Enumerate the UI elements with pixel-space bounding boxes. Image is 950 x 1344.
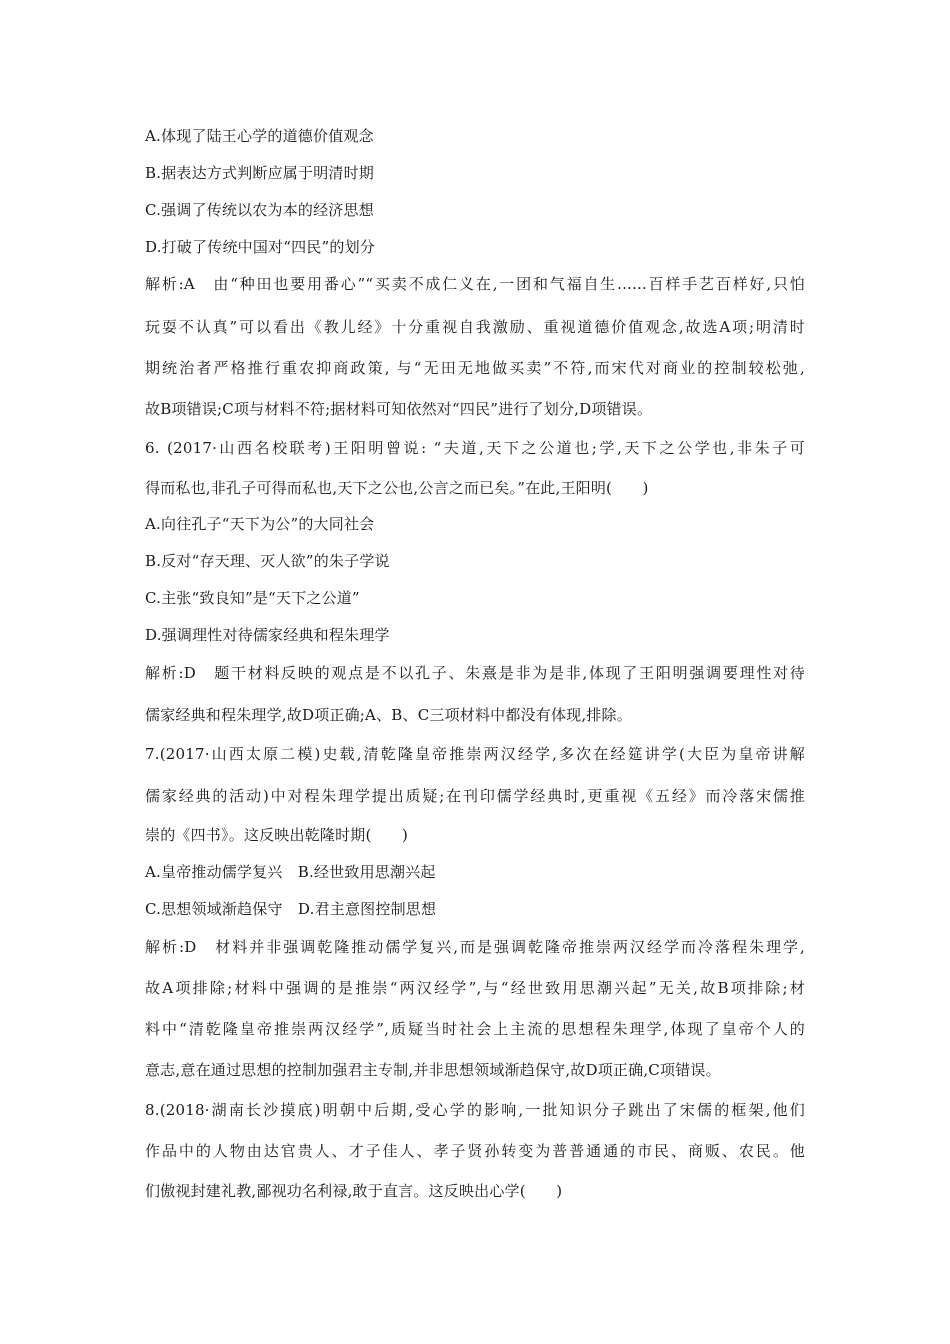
question-7-options-ab: A.皇帝推动儒学复兴 B.经世致用思潮兴起: [145, 863, 436, 881]
question-7-line-2: 儒家经典的活动)中对程朱理学提出质疑;在刊印儒学经典时,更重视《五经》而冷落宋儒推: [145, 787, 805, 805]
analysis-7-line-3: 料中“清乾隆皇帝推崇两汉经学”,质疑当时社会上主流的思想程朱理学,体现了皇帝个人的: [145, 1020, 805, 1038]
question-6-option-c: C.主张“致良知”是“天下之公道”: [145, 589, 360, 607]
question-6-option-d: D.强调理性对待儒家经典和程朱理学: [145, 626, 390, 644]
analysis-7-line-2: 故A项排除;材料中强调的是推崇“两汉经学”,与“经世致用思潮兴起”无关,故B项排除;材: [145, 979, 805, 997]
analysis-5-line-1: 解析:A 由“种田也要用番心”“买卖不成仁义在,一团和气福自生......百样手艺百样好,只怕: [145, 275, 805, 293]
question-8-line-1: 8.(2018·湖南长沙摸底)明朝中后期,受心学的影响,一批知识分子跳出了宋儒的框架,他们: [145, 1101, 805, 1119]
question-7-line-1: 7.(2017·山西太原二模)史载,清乾隆皇帝推崇两汉经学,多次在经筵讲学(大臣为皇帝讲解: [145, 745, 805, 763]
option-c: C.强调了传统以农为本的经济思想: [145, 201, 374, 219]
analysis-7-line-1: 解析:D 材料并非强调乾隆推动儒学复兴,而是强调乾隆帝推崇两汉经学而冷落程朱理学,: [145, 938, 805, 956]
option-a: A.体现了陆王心学的道德价值观念: [145, 127, 374, 145]
question-7-options-cd: C.思想领域渐趋保守 D.君主意图控制思想: [145, 900, 437, 918]
question-6-option-b: B.反对“存天理、灭人欲”的朱子学说: [145, 552, 390, 570]
analysis-6-line-1: 解析:D 题干材料反映的观点是不以孔子、朱熹是非为是非,体现了王阳明强调要理性对待: [145, 664, 805, 682]
question-7-line-3: 崇的《四书》。这反映出乾隆时期( ): [145, 826, 409, 844]
question-6-line-1: 6. (2017·山西名校联考)王阳明曾说: “夫道,天下之公道也;学,天下之公学也,非朱子可: [145, 439, 805, 457]
analysis-5-line-2: 玩耍不认真”可以看出《教儿经》十分重视自我激励、重视道德价值观念,故选A项;明清时: [145, 318, 805, 336]
option-b: B.据表达方式判断应属于明清时期: [145, 164, 374, 182]
analysis-6-line-2: 儒家经典和程朱理学,故D项正确;A、B、C三项材料中都没有体现,排除。: [145, 706, 632, 724]
option-d: D.打破了传统中国对“四民”的划分: [145, 238, 375, 256]
question-8-line-2: 作品中的人物由达官贵人、才子佳人、孝子贤孙转变为普普通通的市民、商贩、农民。他: [145, 1142, 805, 1160]
question-6-option-a: A.向往孔子“天下为公”的大同社会: [145, 515, 375, 533]
question-8-line-3: 们傲视封建礼教,鄙视功名利禄,敢于直言。这反映出心学( ): [145, 1182, 563, 1200]
analysis-5-line-3: 期统治者严格推行重农抑商政策, 与“无田无地做买卖”不符,而宋代对商业的控制较松弛,: [145, 359, 805, 377]
analysis-5-line-4: 故B项错误;C项与材料不符;据材料可知依然对“四民”进行了划分,D项错误。: [145, 400, 653, 418]
question-6-line-2: 得而私也,非孔子可得而私也,天下之公也,公言之而已矣。”在此,王阳明( ): [145, 479, 649, 497]
analysis-7-line-4: 意志,意在通过思想的控制加强君主专制,并非思想领域渐趋保守,故D项正确,C项错误。: [145, 1061, 721, 1079]
